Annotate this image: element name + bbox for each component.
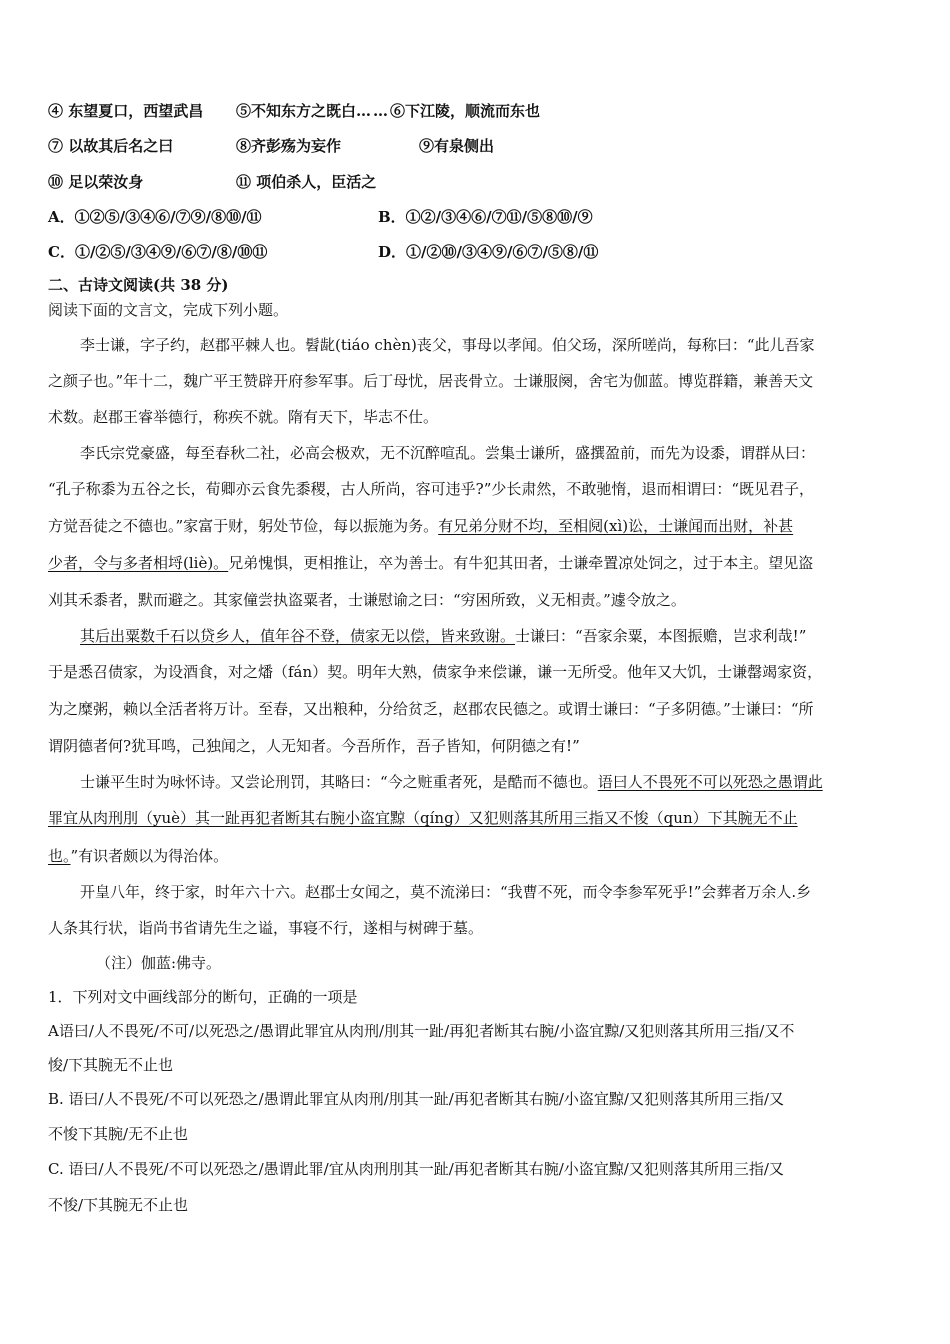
passage-p4-line-2 <box>48 808 798 828</box>
option-7: ⑦ 以故其后名之曰 <box>48 137 174 155</box>
underlined-text: 有兄弟分财不均，至相阋(xì)讼，士谦闻而出财，补甚 <box>438 517 794 535</box>
question-option-b-line-1: B. 语曰/人不畏死/不可以死恐之/愚谓此罪宜从肉刑/刖其一趾/再犯者断其右腕/小盗宜黥/又犯则落其所用三指/又 <box>48 1090 784 1108</box>
passage-p5-line-1: 开皇八年，终于家，时年六十六。赵郡士女闻之，莫不流涕曰：“我曹不死，而令李参军死乎!”会葬者万余人.乡 <box>80 883 812 901</box>
passage-p1-line-1: 李士谦，字子约，赵郡平棘人也。髫龀(tiáo chèn)丧父，事母以孝闻。伯父玚，深所嗟尚，每称曰：“此儿吾家 <box>80 336 815 354</box>
passage-p3-line-4: 谓阴德者何?犹耳鸣，己独闻之，人无知者。今吾所作，吾子皆知，何阴德之有!” <box>48 737 580 755</box>
choice-b: B．①②/③④⑥/⑦⑪/⑤⑧⑩/⑨ <box>378 208 593 226</box>
underlined-text: 也。 <box>48 847 71 865</box>
question-option-c-line-1: C. 语曰/人不畏死/不可以死恐之/愚谓此罪/宜从肉刑刖其一趾/再犯者断其右腕/小盗宜黥/又犯则落其所用三指/又 <box>48 1160 784 1178</box>
question-option-c-line-2: 不悛/下其腕无不止也 <box>48 1196 189 1214</box>
passage-p2-line-1: 李氏宗党豪盛，每至春秋二社，必高会极欢，无不沉醉喧乱。尝集士谦所，盛撰盈前，而先为设黍，谓群从曰： <box>80 444 816 462</box>
option-10: ⑩ 足以荣汝身 <box>48 173 144 191</box>
question-stem: 1．下列对文中画线部分的断句，正确的一项是 <box>48 988 358 1006</box>
option-11: ⑪ 项伯杀人，臣活之 <box>236 173 377 191</box>
question-option-a-line-2: 悛/下其腕无不止也 <box>48 1056 174 1074</box>
passage-p3-line-2: 于是悉召债家，为设酒食，对之燔（fán）契。明年大熟，债家争来偿谦，谦一无所受。他年又大饥，士谦罄竭家资， <box>48 663 823 681</box>
passage-p2-line-3: 方觉吾徒之不德也。”家富于财，躬处节俭，每以振施为务。有兄弟分财不均，至相阋(xì)讼，士谦闻而出财，补甚 <box>48 517 794 535</box>
passage-p1-line-2: 之颜子也。”年十二，魏广平王赞辟开府参军事。后丁母忧，居丧骨立。士谦服阕，舍宅为伽蓝。博览群籍，兼善天文 <box>48 372 814 390</box>
passage-p3-line-3: 为之糜粥，赖以全活者将万计。至春，又出粮种，分给贫乏，赵郡农民德之。或谓士谦曰：“子多阴德。”士谦曰：“所 <box>48 700 814 718</box>
underlined-text: 其后出粟数千石以贷乡人，值年谷不登，债家无以偿，皆来致谢。 <box>80 627 516 645</box>
question-option-b-line-2: 不悛下其腕/无不止也 <box>48 1125 189 1143</box>
option-4: ④ 东望夏口，西望武昌 <box>48 102 204 120</box>
choice-a: A．①②⑤/③④⑥/⑦⑨/⑧⑩/⑪ <box>48 208 262 226</box>
footnote: （注）伽蓝:佛寺。 <box>96 954 222 972</box>
option-9: ⑨有泉侧出 <box>419 137 495 155</box>
passage-p4-line-1: 士谦平生时为咏怀诗。又尝论刑罚，其略曰：“今之赃重者死，是酷而不德也。语曰人不畏死不可以死恐之愚谓此 <box>80 773 823 791</box>
passage-p2-line-4: 少者，令与多者相埒(liè)。兄弟愧惧，更相推让，卒为善士。有牛犯其田者，士谦牵置凉处饲之，过于本主。望见盗 <box>48 554 814 572</box>
section-title: 二、古诗文阅读(共 38 分) <box>48 276 229 294</box>
passage-p1-line-3: 术数。赵郡王睿举德行，称疾不就。隋有天下，毕志不仕。 <box>48 408 439 426</box>
passage-p5-line-2: 人条其行状，诣尚书省请先生之谥，事寝不行，遂相与树碑于墓。 <box>48 919 484 937</box>
choice-c: C．①/②⑤/③④⑨/⑥⑦/⑧/⑩⑪ <box>48 243 268 261</box>
question-option-a-line-1: A语曰/人不畏死/不可/以死恐之/愚谓此罪宜从肉刑/刖其一趾/再犯者断其右腕/小盗宜黥/又犯则落其所用三指/又不 <box>48 1022 795 1040</box>
passage-p3-line-1: 其后出粟数千石以贷乡人，值年谷不登，债家无以偿，皆来致谢。士谦曰：“吾家余粟，本图振赡，岂求利哉!” <box>80 627 807 645</box>
passage-p2-line-2: “孔子称黍为五谷之长，荀卿亦云食先黍稷，古人所尚，容可违乎?”少长肃然，不敢驰惰，退而相谓曰：“既见君子， <box>48 480 815 498</box>
section-instruction: 阅读下面的文言文，完成下列小题。 <box>48 301 289 319</box>
underlined-text: 罪宜从肉刑刖（yuè）其一趾再犯者断其右腕小盗宜黥（qíng）又犯则落其所用三指又不悛（qun）下其腕无不止 <box>48 809 798 827</box>
option-5-6: ⑤不知东方之既白……⑥下江陵，顺流而东也 <box>236 102 541 120</box>
underlined-text: 少者，令与多者相埒(liè)。 <box>48 554 229 572</box>
passage-p2-line-5: 刈其禾黍者，默而避之。其家僮尝执盗粟者，士谦慰谕之曰：“穷困所致，义无相责。”遽令放之。 <box>48 591 686 609</box>
option-8: ⑧齐彭殇为妄作 <box>236 137 342 155</box>
choice-d: D．①/②⑩/③④⑨/⑥⑦/⑤⑧/⑪ <box>378 243 599 261</box>
passage-p4-line-3: 也。”有识者颇以为得治体。 <box>48 847 229 865</box>
underlined-text: 语曰人不畏死不可以死恐之愚谓此 <box>597 773 823 791</box>
